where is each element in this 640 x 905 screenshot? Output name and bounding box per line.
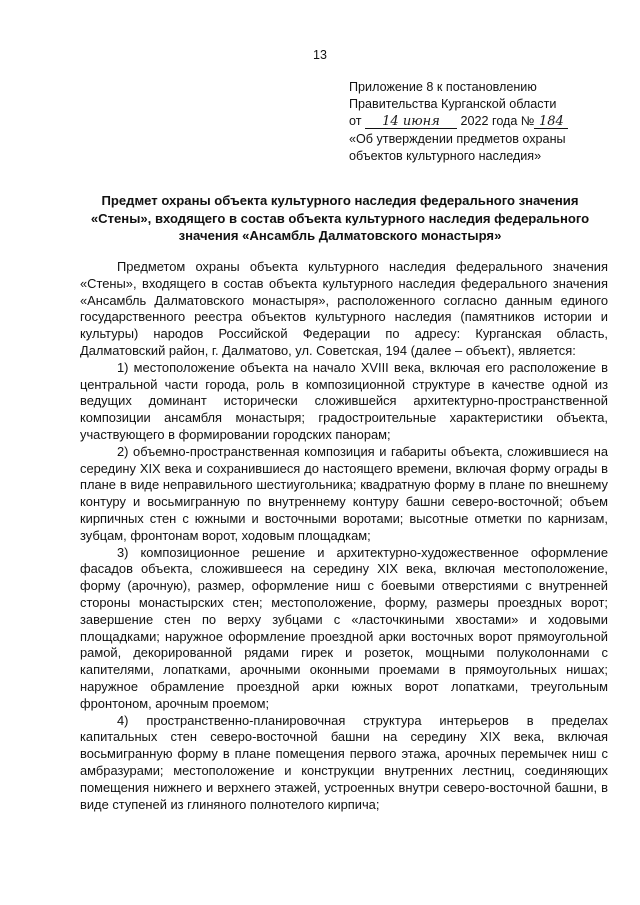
handwritten-date: 14 июня (382, 114, 440, 130)
document-body (80, 259, 608, 813)
appendix-line-1: Приложение 8 к постановлению (349, 80, 537, 94)
title-line-3: значения «Ансамбль Далматовского монастыря» (178, 228, 502, 244)
year-text: 2022 года № (460, 114, 535, 129)
appendix-date-line (349, 113, 619, 130)
appendix-line-5: объектов культурного наследия» (349, 148, 542, 163)
handwritten-number: 184 (539, 114, 564, 130)
date-prefix: от (349, 114, 362, 129)
document-title (70, 192, 610, 245)
paragraph-item-2: 2) объемно-пространственная композиция и габариты объекта, сложившиеся на середину XIX века и сохранившиеся до настоящего времени, включая форму ограды в плане в виде неправильного шестиугольника; квадратную форму в плане по внешнему контуру и восьмигранную по внутреннему контуру башни северо-восточной; объем кирпичных стен с южными и восточными воротами; высотные отметки по карнизам, зубцам, фронтонам ворот, ходовым площадкам; (80, 443, 608, 543)
paragraph-item-1: 1) местоположение объекта на начало XVIII века, включая его расположение в центральной части города, роль в композиционной структуре в качестве одной из ведущих доминант исторически сложившейся архитектурно-пространственной композиции ансамбля монастыря; градостроительные характеристики объекта, участвующего в формировании городских панорам; (80, 359, 608, 442)
paragraph-intro: Предметом охраны объекта культурного наследия федерального значения «Стены», входящего в состав объекта культурного наследия федерального значения «Ансамбль Далматовского монастыря», расположенного согласно данным единого государственного реестра объектов культурного наследия (памятников истории и культуры) народов Российской Федерации по адресу: Курганская область, Далматовский район, г. Далматово, ул. Советская, 194 (далее – объект), является: (80, 259, 608, 358)
title-line-1: Предмет охраны объекта культурного наследия федерального значения (101, 193, 579, 208)
appendix-line-2: Правительства Курганской области (349, 97, 557, 112)
paragraph-item-4: 4) пространственно-планировочная структура интерьеров в пределах капитальных стен северо-восточной башни на середину XIX века, включая восьмигранную форму в плане помещения первого этажа, арочных перемычек ниш с амбразурами; местоположение и конструкции внутренних лестниц, соединяющих помещения нижнего и верхнего этажей, устроенных внутри северо-восточной башни, в виде ступеней из глиняного полнотелого кирпича; (80, 712, 608, 812)
page-number: 13 (313, 48, 327, 62)
paragraph-item-3: 3) композиционное решение и архитектурно-художественное оформление фасадов объекта, сложившееся на середину XIX века, включая местоположение, форму (арочную), размер, оформление ниш с боевыми отверстиями с внутренней стороны монастырских стен; местоположение, форму, размеры проездных ворот; завершение стен по верху зубцами с «ласточкиными хвостами» и ходовыми площадками; наружное оформление проездной арки восточных ворот прямоугольной рамой, декорированной рядами гирек и розеток, мощными полуколоннами с капителями, лопатками, арочными оконными проемами в прямоугольных нишах; наружное обрамление проездной арки южных ворот лопатками, треугольным фронтоном, арочным проемом; (80, 544, 608, 711)
title-line-2: «Стены», входящего в состав объекта культурного наследия федерального (90, 210, 590, 226)
appendix-header (349, 79, 619, 165)
number-blank (534, 115, 568, 129)
date-blank (365, 115, 457, 129)
appendix-line-4: «Об утверждении предметов охраны (349, 131, 566, 146)
